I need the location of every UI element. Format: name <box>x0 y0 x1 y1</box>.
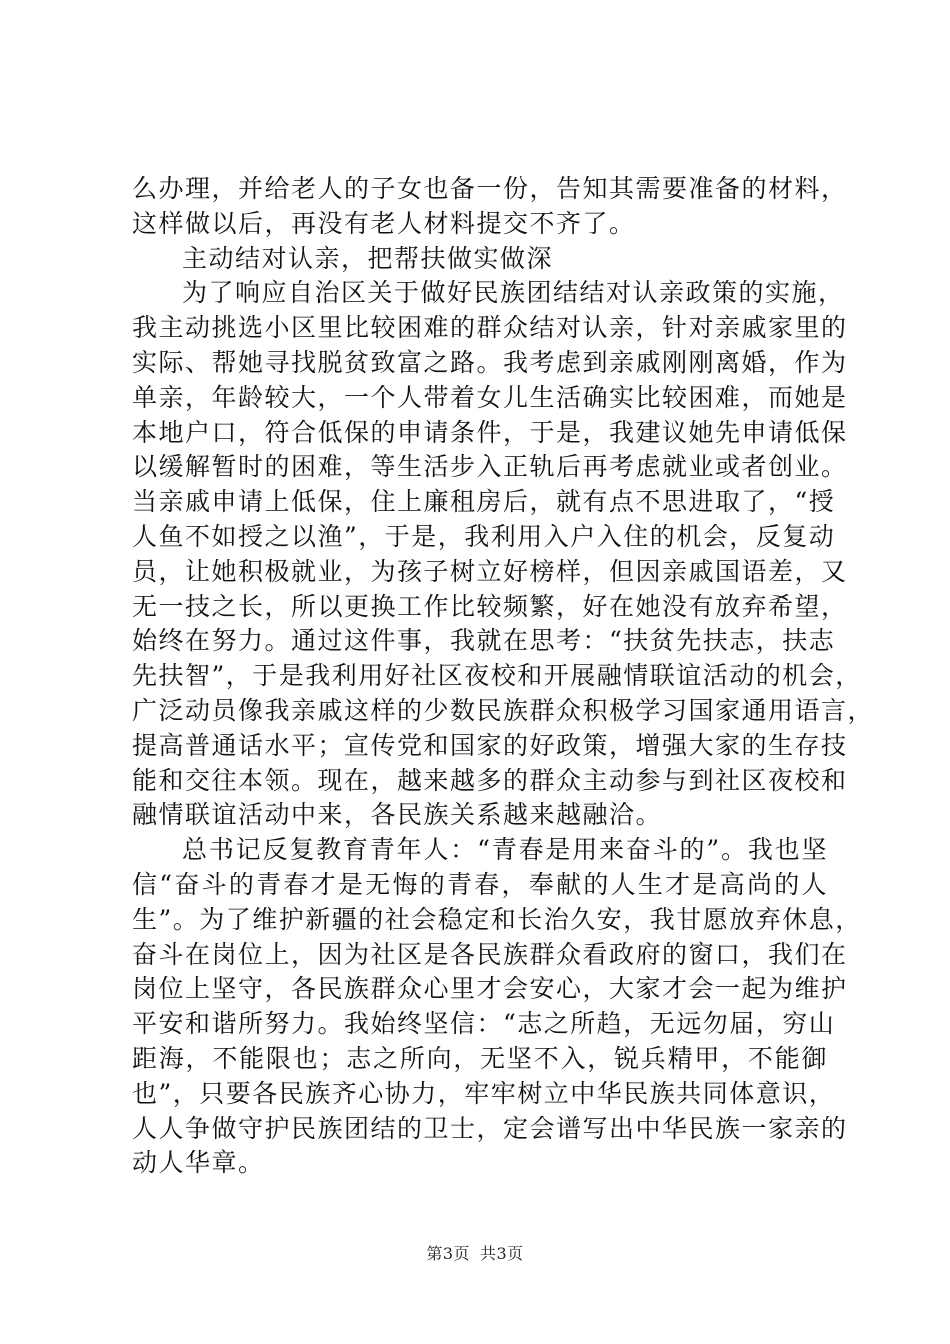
text-line: 这样做以后，再没有老人材料提交不齐了。 <box>132 208 636 238</box>
text-line: 奋斗在岗位上，因为社区是各民族群众看政府的窗口，我们在 <box>132 939 848 969</box>
text-line: 员，让她积极就业，为孩子树立好榜样，但因亲戚国语差，又 <box>132 556 848 586</box>
text-line: 能和交往本领。现在，越来越多的群众主动参与到社区夜校和 <box>132 765 848 795</box>
text-line: 以缓解暂时的困难，等生活步入正轨后再考虑就业或者创业。 <box>132 452 848 482</box>
text-line: 提高普通话水平；宣传党和国家的好政策，增强大家的生存技 <box>132 730 848 760</box>
text-line: 单亲，年龄较大，一个人带着女儿生活确实比较困难，而她是 <box>132 382 848 412</box>
page-number: 第3页 <box>426 1244 470 1263</box>
text-line: 无一技之长，所以更换工作比较频繁，好在她没有放弃希望， <box>132 591 848 621</box>
text-line: 为了响应自治区关于做好民族团结结对认亲政策的实施， <box>182 278 845 308</box>
text-line: 信“奋斗的青春才是无悔的青春，奉献的人生才是高尚的人 <box>132 869 828 899</box>
text-line: 平安和谐所努力。我始终坚信：“志之所趋，无远勿届，穷山 <box>132 1009 836 1039</box>
text-line: 融情联谊活动中来，各民族关系越来越融洽。 <box>132 800 663 830</box>
text-line: 始终在努力。通过这件事，我就在思考：“扶贫先扶志，扶志 <box>132 626 836 656</box>
page-total: 共3页 <box>480 1244 524 1263</box>
text-line: 当亲戚申请上低保，住上廉租房后，就有点不思进取了，“授 <box>132 487 836 517</box>
text-line: 实际、帮她寻找脱贫致富之路。我考虑到亲戚刚刚离婚，作为 <box>132 347 848 377</box>
text-line: 岗位上坚守，各民族群众心里才会安心，大家才会一起为维护 <box>132 974 848 1004</box>
section-heading: 主动结对认亲，把帮扶做实做深 <box>182 243 554 273</box>
text-line: 本地户口，符合低保的申请条件，于是，我建议她先申请低保 <box>132 417 848 447</box>
text-line: 总书记反复教育青年人：“青春是用来奋斗的”。我也坚 <box>182 835 828 865</box>
text-line: 距海，不能限也；志之所向，无坚不入，锐兵精甲，不能御 <box>132 1043 828 1073</box>
text-line: 生”。为了维护新疆的社会稳定和长治久安，我甘愿放弃休息， <box>132 904 862 934</box>
text-line: 人人争做守护民族团结的卫士，定会谱写出中华民族一家亲的 <box>132 1113 848 1143</box>
text-line: 也”，只要各民族齐心协力，牢牢树立中华民族共同体意识， <box>132 1078 836 1108</box>
text-line: 先扶智”，于是我利用好社区夜校和开展融情联谊活动的机会， <box>132 661 862 691</box>
text-line: 人鱼不如授之以渔”，于是，我利用入户入住的机会，反复动 <box>132 521 836 551</box>
text-line: 广泛动员像我亲戚这样的少数民族群众积极学习国家通用语言， <box>132 695 875 725</box>
page-footer <box>0 1244 950 1264</box>
document-body <box>132 172 875 1181</box>
text-line: 么办理，并给老人的子女也备一份，告知其需要准备的材料， <box>132 174 848 203</box>
text-line: 我主动挑选小区里比较困难的群众结对认亲，针对亲戚家里的 <box>132 313 848 343</box>
text-line: 动人华章。 <box>132 1148 265 1178</box>
